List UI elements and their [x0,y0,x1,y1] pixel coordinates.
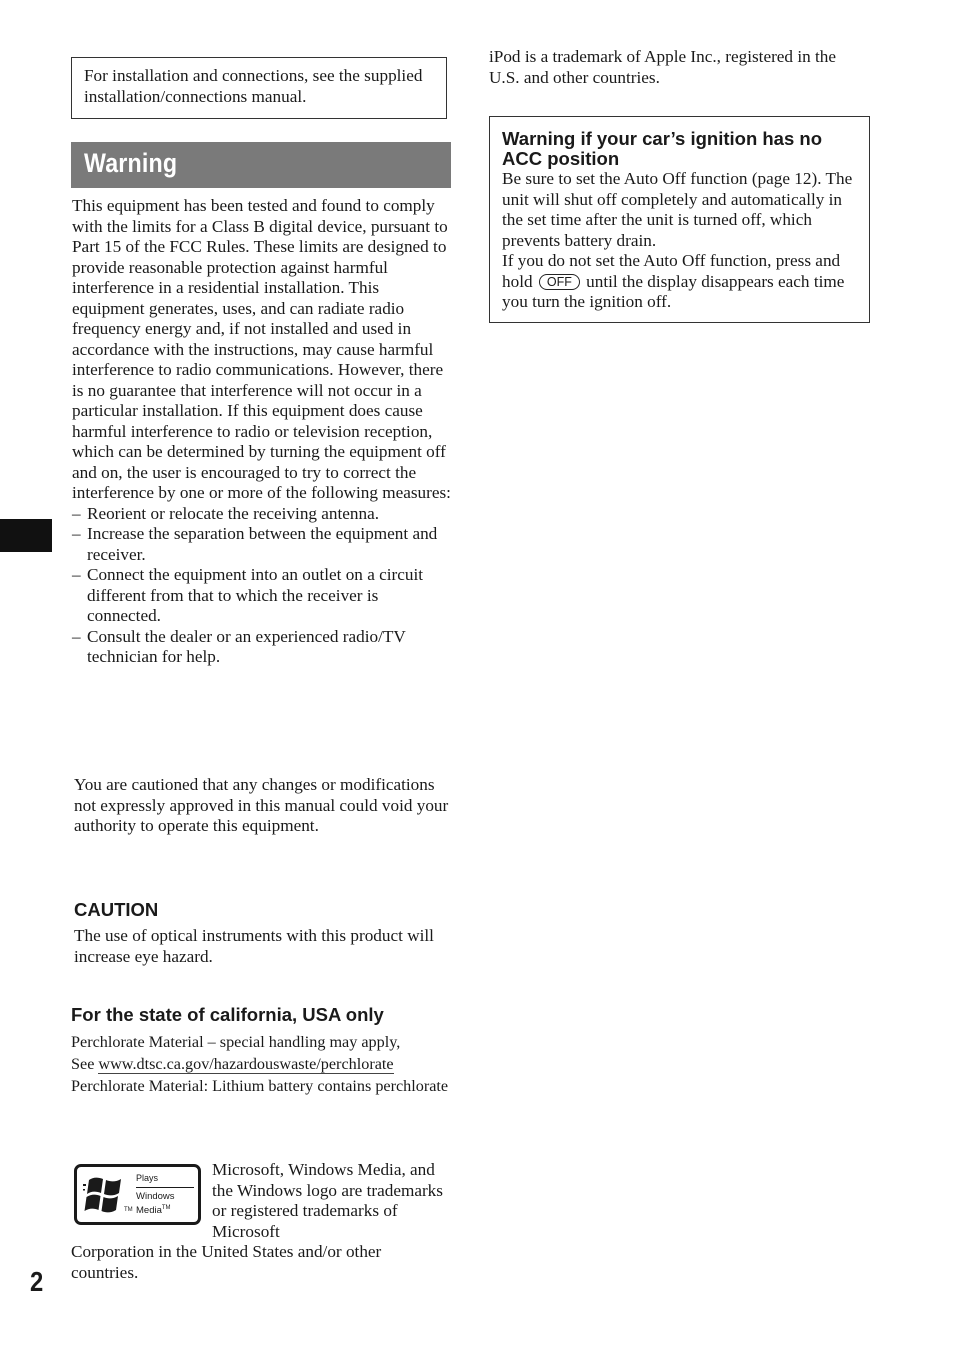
acc-off-text-a: If you do not set the Auto Off function, press and hold [502,251,841,291]
warning-heading: Warning [84,148,178,178]
acc-warning-text: Be sure to set the Auto Off function (page 12). The unit will shut off completely and automatically in the set time after the unit is turned off, which prevents battery drain. [502,169,853,250]
off-button-icon: OFF [539,274,580,290]
perchlorate-line: Perchlorate Material – special handling may apply, [71,1033,401,1051]
section-side-tab [0,519,52,552]
acc-warning-box [489,116,870,323]
logo-windows-word: Windows [136,1191,175,1202]
plays-windows-media-logo [74,1164,201,1225]
ipod-trademark-note: iPod is a trademark of Apple Inc., registered in the U.S. and other countries. [489,47,836,87]
list-item [72,504,452,525]
acc-warning-heading: Warning if your car’s ignition has no ACC position [502,128,823,169]
installation-note-text: For installation and connections, see the supplied installation/connections manual. [84,66,423,106]
list-dash: – [72,524,81,543]
list-item [72,627,452,668]
logo-media-line [136,1203,175,1217]
list-dash: – [72,626,81,646]
perchlorate-notice [71,1031,451,1097]
microsoft-trademark-text-cont: Corporation in the United States and/or other countries. [71,1242,382,1282]
logo-windows-media-text [136,1191,175,1216]
windows-flag-icon [83,1175,127,1215]
acc-warning-off-text [502,251,861,313]
page-number: 2 [30,1266,44,1297]
caution-text: The use of optical instruments with this product will increase eye hazard. [74,926,434,966]
fcc-statement [72,196,452,668]
list-item-text: Connect the equipment into an outlet on a circuit different from that to which the receiver is connected. [87,565,424,625]
list-item-text: Increase the separation between the equipment and receiver. [87,524,438,564]
logo-media-word: Media [136,1204,162,1216]
list-item-text: Reorient or relocate the receiving antenna. [87,503,380,523]
california-heading: For the state of california, USA only [71,1004,384,1025]
fcc-paragraph: This equipment has been tested and found to comply with the limits for a Class B digital device, pursuant to Part 15 of the FCC Rules. These limits are designed to provide reasonable protection against harmful interference in a residential installation. This equipment generates, uses, and can radiate radio frequency energy and, if not installed and used in accordance with the instructions, may cause harmful interference to radio communications. However, there is no guarantee that interference will not occur in a particular installation. If this equipment does cause harmful interference to radio or television reception, which can be determined by turning the equipment off and on, the user is encouraged to try to correct the interference by one or more of the following measures: [72,196,451,502]
modifications-caution: You are cautioned that any changes or modifications not expressly approved in this manual could void your authority to operate this equipment. [74,775,449,835]
microsoft-trademark-text: Microsoft, Windows Media, and the Windows logo are trademarks or registered trademarks of Microsoft [212,1160,443,1241]
list-item-text: Consult the dealer or an experienced radio/TV technician for help. [87,626,406,666]
logo-trademark-mark: TM [124,1207,133,1213]
list-dash: – [72,565,81,584]
acc-off-text-b: until the display disappears each time you turn the ignition off. [502,271,845,311]
logo-plays-text: Plays [136,1173,159,1183]
list-item [72,524,452,565]
perchlorate-see-line [71,1053,451,1075]
perchlorate-link[interactable]: www.dtsc.ca.gov/hazardouswaste/perchlorate [98,1055,394,1073]
fcc-measures-list [72,504,452,668]
installation-note-box [71,57,447,119]
warning-heading-bar [71,142,451,188]
perchlorate-see: See [71,1055,95,1073]
logo-divider [136,1187,194,1188]
perchlorate-battery-line: Perchlorate Material: Lithium battery contains perchlorate [71,1077,449,1095]
caution-heading: CAUTION [74,899,159,920]
logo-media-tm: TM [161,1204,171,1211]
list-dash: – [72,503,81,523]
list-item [72,565,452,627]
